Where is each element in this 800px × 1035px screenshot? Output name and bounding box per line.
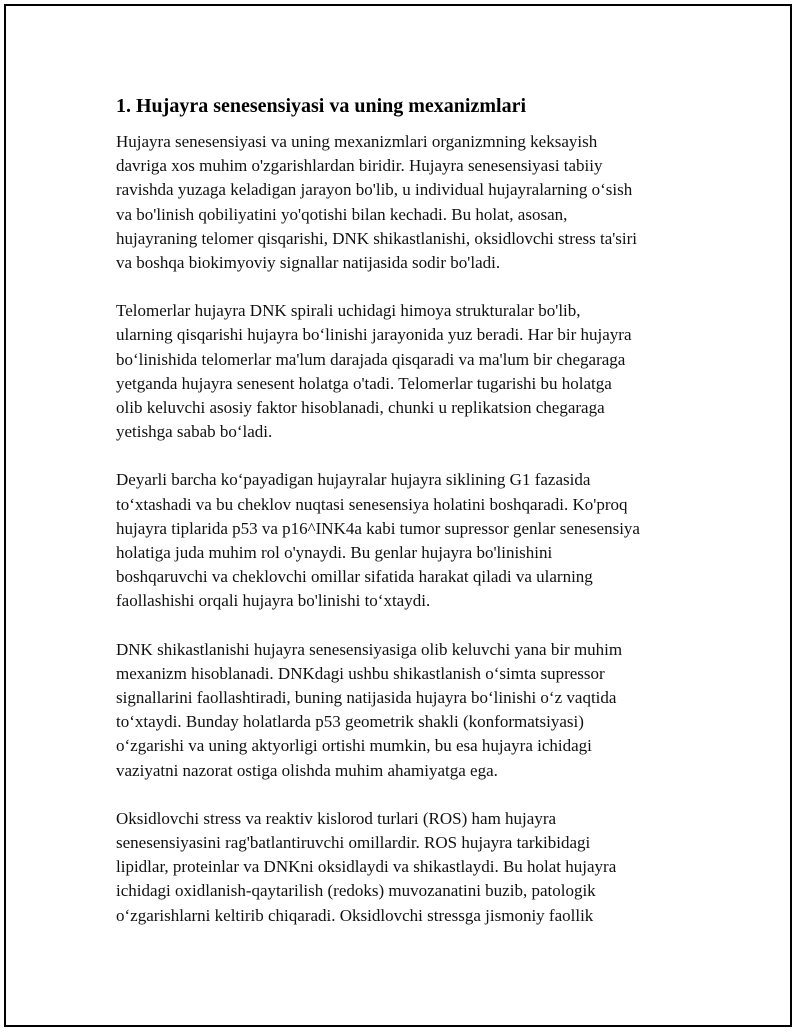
text-line: senesensiyasini rag'batlantiruvchi omillardir. ROS hujayra tarkibidagi [116,833,591,853]
text-line: olib keluvchi asosiy faktor hisoblanadi, chunki u replikatsion chegaraga [116,398,605,418]
text-line: holatiga juda muhim rol o'ynaydi. Bu genlar hujayra bo'linishini [116,543,553,563]
text-line: ularning qisqarishi hujayra bo‘linishi jarayonida yuz beradi. Har bir hujayra [116,325,632,345]
text-line: o‘zgarishlarni keltirib chiqaradi. Oksidlovchi stressga jismoniy faollik [116,905,594,925]
paragraph-3 [116,468,696,613]
paragraph-2 [116,299,696,444]
text-line: to‘xtaydi. Bunday holatlarda p53 geometrik shakli (konformatsiyasi) [116,712,584,732]
text-line: signallarini faollashtiradi, buning natijasida hujayra bo‘linishi o‘z vaqtida [116,688,617,708]
section-heading: 1. Hujayra senesensiyasi va uning mexanizmlari [116,95,527,117]
text-line: ravishda yuzaga keladigan jarayon bo'lib, u individual hujayralarning o‘sish [116,180,633,200]
text-line: va boshqa biokimyoviy signallar natijasida sodir bo'ladi. [116,253,501,273]
text-line: hujayraning telomer qisqarishi, DNK shikastlanishi, oksidlovchi stress ta'siri [116,228,638,248]
text-line: Deyarli barcha ko‘payadigan hujayralar hujayra siklining G1 fazasida [116,470,591,490]
text-line: vaziyatni nazorat ostiga olishda muhim ahamiyatga ega. [116,760,498,780]
text-line: lipidlar, proteinlar va DNKni oksidlaydi va shikastlaydi. Bu holat hujayra [116,857,617,877]
text-line: boshqaruvchi va cheklovchi omillar sifatida harakat qiladi va ularning [116,567,593,587]
document-body [116,92,696,952]
text-line: davriga xos muhim o'zgarishlardan biridir. Hujayra senesensiyasi tabiiy [116,156,603,176]
text-line: o‘zgarishi va uning aktyorligi ortishi mumkin, bu esa hujayra ichidagi [116,736,592,756]
text-line: mexanizm hisoblanadi. DNKdagi ushbu shikastlanish o‘simta supressor [116,663,605,683]
text-line: to‘xtashadi va bu cheklov nuqtasi senesensiya holatini boshqaradi. Ko'proq [116,494,628,514]
text-line: yetishga sabab bo‘ladi. [116,422,273,442]
paragraph-5 [116,807,696,928]
text-line: Telomerlar hujayra DNK spirali uchidagi himoya strukturalar bo'lib, [116,301,581,321]
paragraph-4 [116,638,696,783]
text-line: DNK shikastlanishi hujayra senesensiyasiga olib keluvchi yana bir muhim [116,639,623,659]
text-line: faollashishi orqali hujayra bo'linishi to‘xtaydi. [116,591,431,611]
text-line: ichidagi oxidlanish-qaytarilish (redoks) muvozanatini buzib, patologik [116,881,596,901]
text-line: Oksidlovchi stress va reaktiv kislorod turlari (ROS) ham hujayra [116,808,557,828]
text-line: hujayra tiplarida p53 va p16^INK4a kabi tumor supressor genlar senesensiya [116,518,640,538]
text-line: va bo'linish qobiliyatini yo'qotishi bilan kechadi. Bu holat, asosan, [116,204,568,224]
text-line: Hujayra senesensiyasi va uning mexanizmlari organizmning keksayish [116,132,598,151]
text-line: yetganda hujayra senesent holatga o'tadi. Telomerlar tugarishi bu holatga [116,373,612,393]
paragraph-1 [116,130,696,275]
text-line: bo‘linishida telomerlar ma'lum darajada qisqaradi va ma'lum bir chegaraga [116,349,626,369]
